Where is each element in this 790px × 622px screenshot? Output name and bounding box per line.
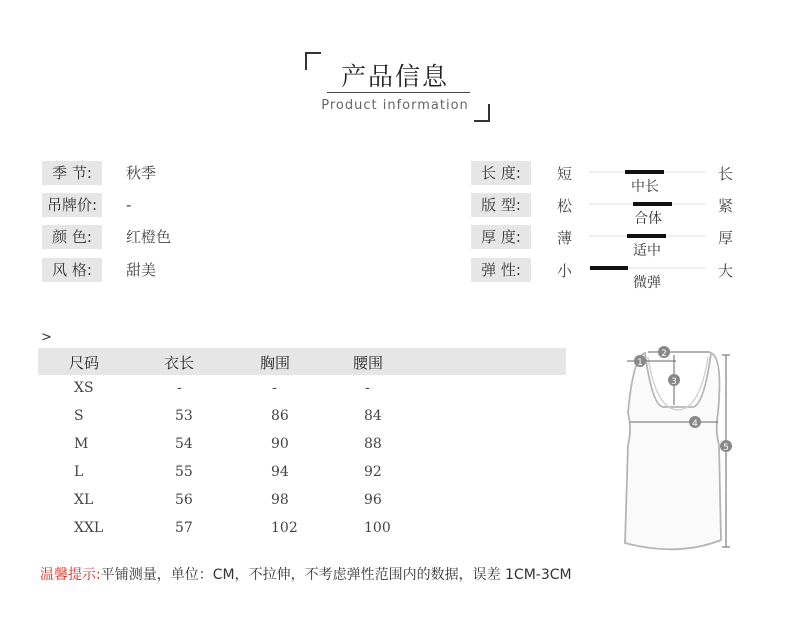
cell-waist: - <box>365 380 370 396</box>
marker-2-icon <box>658 346 670 359</box>
marker-5-icon <box>720 440 732 453</box>
elasticity-scale-max: 大 <box>718 262 734 280</box>
size-table-header <box>38 348 566 375</box>
svg-text:3: 3 <box>671 377 677 387</box>
season-value: 秋季 <box>126 164 157 182</box>
thickness-scale-max: 厚 <box>718 229 734 247</box>
corner-bracket-bottom-right <box>474 104 490 122</box>
elasticity-scale-min: 小 <box>557 262 573 280</box>
style-label: 风 格: <box>42 258 102 282</box>
cell-length: - <box>177 380 182 396</box>
cell-chest: 86 <box>271 408 289 424</box>
cell-chest: 90 <box>271 436 289 452</box>
cell-length: 53 <box>175 408 193 424</box>
note-text: 平铺测量，单位：CM，不拉伸，不考虑弹性范围内的数据，误差 1CM-3CM <box>100 567 572 583</box>
cell-size: S <box>74 408 84 424</box>
cell-size: XL <box>74 492 94 508</box>
elasticity-scale-value: 微弹 <box>633 275 661 291</box>
cell-chest: 98 <box>271 492 289 508</box>
cell-length: 54 <box>175 436 193 452</box>
fit-scale-value: 合体 <box>634 211 662 227</box>
section-subtitle: Product information <box>321 98 469 113</box>
season-label: 季 节: <box>42 161 102 185</box>
header-waist: 腰围 <box>353 354 384 372</box>
cell-waist: 100 <box>364 520 391 536</box>
thickness-scale-marker <box>627 234 666 238</box>
cell-size: M <box>74 436 89 452</box>
table-caret: > <box>41 330 52 345</box>
fit-scale-marker <box>633 202 672 206</box>
svg-text:5: 5 <box>723 443 729 453</box>
tag-price-value: - <box>126 196 132 214</box>
length-label: 长 度: <box>471 161 531 185</box>
title-underline <box>327 92 470 93</box>
length-scale-marker <box>625 170 664 174</box>
thickness-label: 厚 度: <box>471 225 531 249</box>
length-scale-value: 中长 <box>631 179 659 195</box>
elasticity-label: 弹 性: <box>471 258 531 282</box>
fit-label: 版 型: <box>471 193 531 217</box>
cell-size: L <box>74 464 84 480</box>
header-chest: 胸围 <box>260 354 291 372</box>
tag-price-label: 吊牌价: <box>42 193 102 217</box>
cell-chest: - <box>272 380 277 396</box>
length-scale-max: 长 <box>718 165 734 183</box>
fit-scale-max: 紧 <box>718 197 734 215</box>
thickness-scale-value: 适中 <box>633 243 661 259</box>
cell-size: XS <box>74 380 94 396</box>
cell-length: 55 <box>175 464 193 480</box>
cell-length: 57 <box>175 520 193 536</box>
svg-text:1: 1 <box>637 358 643 368</box>
svg-text:4: 4 <box>692 419 698 429</box>
length-scale-min: 短 <box>557 165 573 183</box>
header-size: 尺码 <box>69 354 100 372</box>
color-value: 红橙色 <box>126 228 172 246</box>
measurement-note <box>40 564 572 584</box>
cell-waist: 88 <box>364 436 382 452</box>
note-label: 温馨提示: <box>40 567 101 583</box>
marker-3-icon <box>668 374 680 387</box>
cell-chest: 102 <box>271 520 298 536</box>
svg-text:2: 2 <box>661 349 667 359</box>
cell-waist: 84 <box>364 408 382 424</box>
elasticity-scale-marker <box>590 266 628 270</box>
cell-waist: 92 <box>364 464 382 480</box>
cell-size: XXL <box>74 520 104 536</box>
garment-measurement-diagram <box>600 335 760 560</box>
header-length: 衣长 <box>164 354 195 372</box>
cell-waist: 96 <box>364 492 382 508</box>
thickness-scale-min: 薄 <box>557 229 573 247</box>
style-value: 甜美 <box>126 261 157 279</box>
fit-scale-min: 松 <box>557 197 573 215</box>
cell-chest: 94 <box>271 464 289 480</box>
color-label: 颜 色: <box>42 225 102 249</box>
section-title: 产品信息 <box>340 62 449 91</box>
cell-length: 56 <box>175 492 193 508</box>
